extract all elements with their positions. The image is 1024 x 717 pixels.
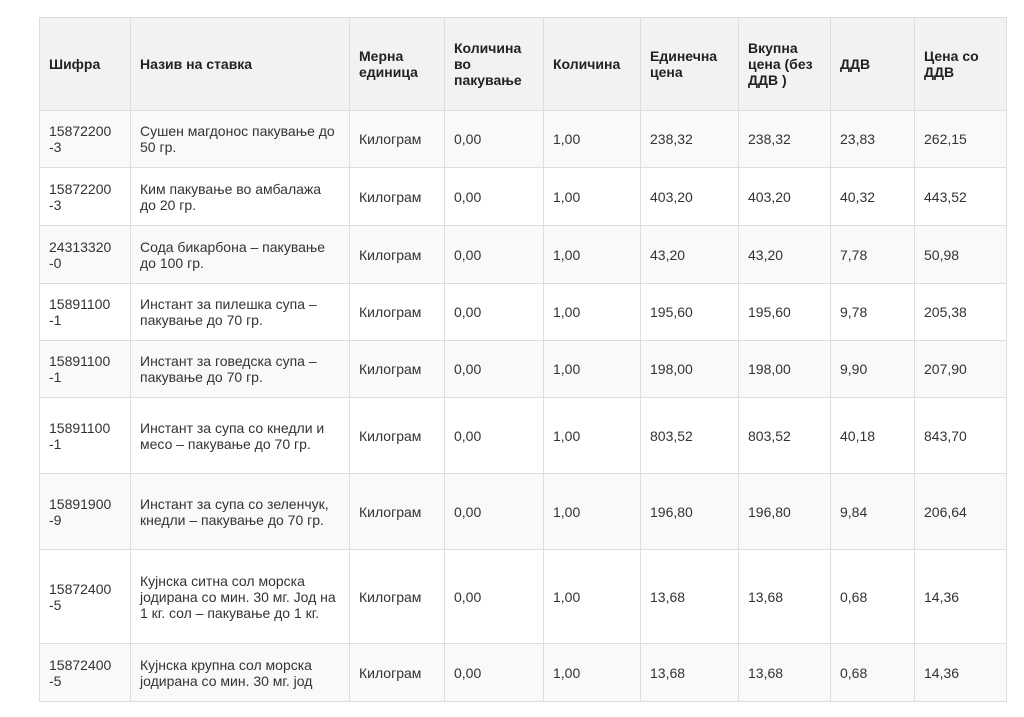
- cell-total-price: 13,68: [739, 550, 831, 644]
- cell-vat: 9,78: [831, 284, 915, 341]
- cell-quantity: 1,00: [544, 168, 641, 226]
- cell-item-name: Сода бикарбона – пакување до 100 гр.: [131, 226, 350, 284]
- cell-item-name: Сушен магдонос пакување до 50 гр.: [131, 111, 350, 168]
- cell-code: 15891900 -9: [40, 474, 131, 550]
- cell-unit-price: 195,60: [641, 284, 739, 341]
- items-table-container: [39, 17, 1006, 702]
- table-row: [40, 474, 1007, 550]
- header-code: Шифра: [40, 18, 131, 111]
- cell-unit-price: 43,20: [641, 226, 739, 284]
- cell-unit-price: 13,68: [641, 550, 739, 644]
- cell-unit-price: 196,80: [641, 474, 739, 550]
- cell-unit-price: 13,68: [641, 644, 739, 702]
- header-total-price: Вкупна цена (без ДДВ ): [739, 18, 831, 111]
- cell-quantity: 1,00: [544, 644, 641, 702]
- cell-unit: Килограм: [350, 111, 445, 168]
- header-unit: Мерна единица: [350, 18, 445, 111]
- cell-price-with-vat: 443,52: [915, 168, 1007, 226]
- cell-code: 15872400 -5: [40, 550, 131, 644]
- cell-code: 24313320 -0: [40, 226, 131, 284]
- cell-qty-per-pack: 0,00: [445, 284, 544, 341]
- header-quantity: Количина: [544, 18, 641, 111]
- table-row: [40, 226, 1007, 284]
- cell-qty-per-pack: 0,00: [445, 474, 544, 550]
- cell-total-price: 13,68: [739, 644, 831, 702]
- cell-vat: 40,32: [831, 168, 915, 226]
- table-row: [40, 341, 1007, 398]
- cell-qty-per-pack: 0,00: [445, 168, 544, 226]
- cell-item-name: Инстант за говедска супа – пакување до 70 гр.: [131, 341, 350, 398]
- cell-total-price: 238,32: [739, 111, 831, 168]
- cell-vat: 40,18: [831, 398, 915, 474]
- cell-item-name: Инстант за пилешка супа – пакување до 70 гр.: [131, 284, 350, 341]
- cell-total-price: 403,20: [739, 168, 831, 226]
- cell-quantity: 1,00: [544, 398, 641, 474]
- header-price-with-vat: Цена со ДДВ: [915, 18, 1007, 111]
- cell-price-with-vat: 206,64: [915, 474, 1007, 550]
- cell-code: 15891100 -1: [40, 284, 131, 341]
- table-row: [40, 398, 1007, 474]
- header-item-name: Назив на ставка: [131, 18, 350, 111]
- cell-code: 15891100 -1: [40, 341, 131, 398]
- table-header-row: [40, 18, 1007, 111]
- cell-price-with-vat: 14,36: [915, 550, 1007, 644]
- cell-vat: 9,84: [831, 474, 915, 550]
- cell-total-price: 43,20: [739, 226, 831, 284]
- cell-item-name: Ким пакување во амбалажа до 20 гр.: [131, 168, 350, 226]
- cell-vat: 9,90: [831, 341, 915, 398]
- cell-unit: Килограм: [350, 474, 445, 550]
- cell-unit: Килограм: [350, 550, 445, 644]
- cell-vat: 0,68: [831, 550, 915, 644]
- cell-price-with-vat: 50,98: [915, 226, 1007, 284]
- cell-price-with-vat: 843,70: [915, 398, 1007, 474]
- cell-unit: Килограм: [350, 284, 445, 341]
- cell-item-name: Инстант за супа со кнедли и месо – пакување до 70 гр.: [131, 398, 350, 474]
- cell-qty-per-pack: 0,00: [445, 341, 544, 398]
- table-row: [40, 644, 1007, 702]
- cell-price-with-vat: 14,36: [915, 644, 1007, 702]
- table-row: [40, 550, 1007, 644]
- cell-quantity: 1,00: [544, 550, 641, 644]
- cell-item-name: Кујнска ситна сол морска јодирана со мин. 30 мг. Јод на 1 кг. сол – пакување до 1 кг.: [131, 550, 350, 644]
- items-table: [39, 17, 1007, 702]
- cell-qty-per-pack: 0,00: [445, 644, 544, 702]
- cell-qty-per-pack: 0,00: [445, 550, 544, 644]
- cell-item-name: Кујнска крупна сол морска јодирана со мин. 30 мг. јод: [131, 644, 350, 702]
- cell-qty-per-pack: 0,00: [445, 111, 544, 168]
- header-qty-per-pack: Количина во пакување: [445, 18, 544, 111]
- cell-quantity: 1,00: [544, 111, 641, 168]
- cell-quantity: 1,00: [544, 226, 641, 284]
- table-row: [40, 168, 1007, 226]
- table-row: [40, 111, 1007, 168]
- cell-price-with-vat: 205,38: [915, 284, 1007, 341]
- cell-item-name: Инстант за супа со зеленчук, кнедли – пакување до 70 гр.: [131, 474, 350, 550]
- cell-vat: 23,83: [831, 111, 915, 168]
- cell-code: 15872200 -3: [40, 111, 131, 168]
- cell-code: 15891100 -1: [40, 398, 131, 474]
- cell-unit: Килограм: [350, 168, 445, 226]
- cell-total-price: 198,00: [739, 341, 831, 398]
- cell-price-with-vat: 262,15: [915, 111, 1007, 168]
- cell-unit: Килограм: [350, 341, 445, 398]
- cell-qty-per-pack: 0,00: [445, 226, 544, 284]
- cell-unit-price: 198,00: [641, 341, 739, 398]
- cell-vat: 0,68: [831, 644, 915, 702]
- cell-quantity: 1,00: [544, 341, 641, 398]
- cell-total-price: 195,60: [739, 284, 831, 341]
- header-vat: ДДВ: [831, 18, 915, 111]
- cell-total-price: 196,80: [739, 474, 831, 550]
- table-row: [40, 284, 1007, 341]
- header-unit-price: Единечна цена: [641, 18, 739, 111]
- cell-unit-price: 403,20: [641, 168, 739, 226]
- cell-unit-price: 238,32: [641, 111, 739, 168]
- cell-code: 15872200 -3: [40, 168, 131, 226]
- cell-unit: Килограм: [350, 398, 445, 474]
- cell-quantity: 1,00: [544, 474, 641, 550]
- cell-total-price: 803,52: [739, 398, 831, 474]
- cell-quantity: 1,00: [544, 284, 641, 341]
- cell-qty-per-pack: 0,00: [445, 398, 544, 474]
- cell-vat: 7,78: [831, 226, 915, 284]
- cell-price-with-vat: 207,90: [915, 341, 1007, 398]
- cell-unit: Килограм: [350, 644, 445, 702]
- cell-unit-price: 803,52: [641, 398, 739, 474]
- cell-unit: Килограм: [350, 226, 445, 284]
- cell-code: 15872400 -5: [40, 644, 131, 702]
